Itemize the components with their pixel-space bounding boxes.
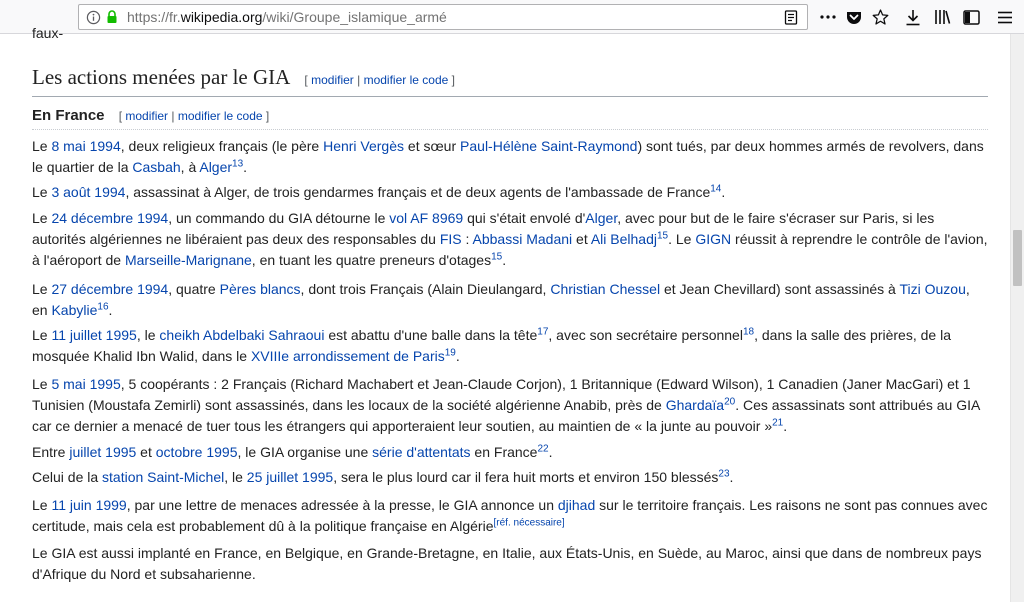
text-run: Entre: [32, 444, 70, 460]
text-run: Le: [32, 497, 52, 513]
edit-source-link[interactable]: modifier le code: [177, 109, 263, 123]
text-run: en France: [470, 444, 538, 460]
text-run: et sœur: [404, 138, 461, 154]
text-run: .: [502, 252, 507, 268]
text-run: , le: [136, 327, 160, 343]
reference-link[interactable]: [réf. nécessaire]: [493, 517, 565, 529]
paragraph: [32, 543, 988, 585]
article-link[interactable]: série d'attentats: [372, 444, 471, 460]
text-run: .: [721, 184, 726, 200]
article-link[interactable]: Ali Belhadj: [590, 231, 657, 247]
scrollbar-thumb[interactable]: [1013, 230, 1022, 286]
text-run: est abattu d'une balle dans la tête: [324, 327, 538, 343]
section-edit-links: [ modifier | modifier le code ]: [304, 73, 455, 87]
article-link[interactable]: 3 août 1994: [51, 184, 126, 200]
info-icon[interactable]: [85, 9, 101, 25]
text-run: .: [108, 302, 113, 318]
paragraph: [32, 467, 988, 488]
text-run: , 5 coopérants : 2 Français (Richard Machabert et Jean-Claude Corjon), 1 Britannique (Edward Wilson), 1 Canadien (Janer MacGari) et 1 Tunisien (Moustafa Zemirli) sont assassinés, dans les locaux de la société algérienne Anabib, près de: [32, 376, 971, 413]
text-run: , le GIA organise une: [237, 444, 373, 460]
article-link[interactable]: Abbassi Madani: [472, 231, 573, 247]
bookmark-star-icon[interactable]: [871, 8, 889, 26]
article-link[interactable]: octobre 1995: [155, 444, 238, 460]
edit-link[interactable]: modifier: [311, 73, 354, 87]
article-link[interactable]: Alger: [199, 159, 233, 175]
article-link[interactable]: 27 décembre 1994: [51, 281, 169, 297]
text-run: , un commando du GIA détourne le: [168, 210, 390, 226]
reference-link[interactable]: 14: [710, 183, 722, 195]
text-run: , en: [32, 281, 970, 318]
edit-link[interactable]: modifier: [125, 109, 169, 123]
article-link[interactable]: XVIIIe arrondissement de Paris: [250, 348, 445, 364]
article-link[interactable]: station Saint-Michel: [102, 469, 225, 485]
article-link[interactable]: Paul-Hélène Saint-Raymond: [460, 138, 638, 154]
subsection-edit-links: [ modifier | modifier le code ]: [118, 109, 270, 123]
scrollbar[interactable]: [1010, 34, 1024, 602]
subsection-heading: [32, 106, 988, 130]
text-run: .: [243, 159, 248, 175]
article-link[interactable]: vol AF 8969: [389, 210, 464, 226]
article-link[interactable]: Alger: [585, 210, 618, 226]
text-run: ) sont tués, par deux hommes armés de revolvers, dans le quartier de la: [32, 138, 984, 175]
text-run: , assassinat à Alger, de trois gendarmes français et de deux agents de l'ambassade de France: [125, 184, 711, 200]
text-run: réussit à reprendre le contrôle de l'avion, à l'aéroport de: [32, 231, 988, 268]
reference-link[interactable]: 23: [718, 468, 730, 480]
text-run: , avec son secrétaire personnel: [548, 327, 743, 343]
text-run: , quatre: [168, 281, 220, 297]
text-run: Le: [32, 281, 52, 297]
article-link[interactable]: juillet 1995: [69, 444, 137, 460]
text-run: qui s'était envolé d': [463, 210, 586, 226]
reference-link[interactable]: 13: [232, 158, 244, 170]
paragraph: [32, 182, 988, 203]
text-run: . Le: [668, 231, 696, 247]
url-text[interactable]: https://fr.wikipedia.org/wiki/Groupe_islamique_armé: [127, 9, 447, 25]
article-link[interactable]: Casbah: [132, 159, 181, 175]
reader-view-icon[interactable]: [783, 9, 799, 25]
reference-link[interactable]: 20: [724, 396, 736, 408]
edit-source-link[interactable]: modifier le code: [363, 73, 449, 87]
text-run: et: [136, 444, 156, 460]
article-link[interactable]: Christian Chessel: [550, 281, 661, 297]
article-link[interactable]: FIS: [439, 231, 462, 247]
article-link[interactable]: Kabylie: [51, 302, 98, 318]
reference-link[interactable]: 22: [537, 443, 549, 455]
text-run: . Ces assassinats sont attribués au GIA car ce dernier a menacé de tuer tous les étrangers qui apporteraient leur soutien, au maintien de « la junte au pouvoir »: [32, 397, 980, 434]
article-link[interactable]: Marseille-Marignane: [124, 252, 252, 268]
text-run: :: [461, 231, 473, 247]
section-title: Les actions menées par le GIA: [32, 65, 290, 89]
browser-toolbar: [0, 0, 1024, 34]
paragraph: [32, 442, 988, 463]
article-link[interactable]: GIGN: [695, 231, 732, 247]
text-run: Le GIA est aussi implanté en France, en Belgique, en Grande-Bretagne, en Italie, aux États-Unis, en Suède, au Maroc, ainsi que dans de nombreux pays d'Afrique du Nord et subsaharienne.: [32, 545, 982, 582]
text-run: Le: [32, 327, 52, 343]
url-bar[interactable]: [78, 4, 808, 30]
text-run: sur le territoire français. Les raisons ne sont pas connues avec certitude, mais cela est probablement dû à la politique française en Algérie: [32, 497, 988, 534]
text-run: , dont trois Français (Alain Dieulangard,: [300, 281, 551, 297]
text-run: Le: [32, 210, 52, 226]
article-link[interactable]: Henri Vergès: [323, 138, 405, 154]
text-run: , sera le plus lourd car il fera huit morts et environ 150 blessés: [333, 469, 719, 485]
article-link[interactable]: cheikh Abdelbaki Sahraoui: [159, 327, 325, 343]
cut-off-text: faux-: [32, 25, 64, 41]
article-link[interactable]: Pères blancs: [219, 281, 301, 297]
reference-link[interactable]: 21: [772, 417, 784, 429]
reference-link[interactable]: 19: [444, 347, 456, 359]
reference-link[interactable]: 17: [537, 326, 549, 338]
article-link[interactable]: 25 juillet 1995: [246, 469, 334, 485]
paragraph: [32, 208, 988, 271]
article-link[interactable]: 11 juin 1999: [51, 497, 127, 513]
text-run: , deux religieux français (le père: [120, 138, 324, 154]
article-link[interactable]: 11 juillet 1995: [51, 327, 137, 343]
text-run: et: [572, 231, 591, 247]
reference-link[interactable]: 18: [742, 326, 755, 338]
library-icon[interactable]: [933, 8, 951, 26]
reference-link[interactable]: 15: [656, 230, 669, 242]
subsection-title: En France: [32, 107, 105, 124]
text-run: Celui de la: [32, 469, 103, 485]
reference-link[interactable]: 16: [97, 301, 109, 313]
text-run: et Jean Chevillard) sont assassinés à: [660, 281, 900, 297]
article-link[interactable]: djihad: [557, 497, 596, 513]
page-actions-icon[interactable]: [819, 8, 837, 26]
text-run: .: [455, 348, 460, 364]
menu-icon[interactable]: [996, 8, 1014, 26]
paragraph: [32, 495, 988, 537]
text-run: Le: [32, 138, 52, 154]
text-run: .: [729, 469, 734, 485]
article-link[interactable]: 24 décembre 1994: [51, 210, 169, 226]
text-run: , dans la salle des prières, de la mosquée Khalid Ibn Walid, dans le: [32, 327, 951, 364]
lock-icon[interactable]: [104, 9, 120, 25]
text-run: , à: [180, 159, 200, 175]
sidebar-icon[interactable]: [962, 8, 980, 26]
paragraph: [32, 325, 988, 367]
page-content: [0, 25, 1010, 602]
text-run: .: [548, 444, 553, 460]
paragraph: [32, 136, 988, 178]
downloads-icon[interactable]: [904, 8, 922, 26]
paragraph: [32, 374, 988, 437]
text-run: , par une lettre de menaces adressée à la presse, le GIA annonce un: [126, 497, 558, 513]
text-run: , le: [224, 469, 247, 485]
text-run: , avec pour but de le faire s'écraser sur Paris, si les autorités algériennes ne libéraient pas deux des responsables du: [32, 210, 935, 247]
section-heading: [32, 64, 988, 97]
article-link[interactable]: 5 mai 1995: [51, 376, 121, 392]
text-run: Le: [32, 184, 52, 200]
text-run: Le: [32, 376, 52, 392]
article-link[interactable]: Tizi Ouzou: [899, 281, 966, 297]
article-link[interactable]: Ghardaïa: [665, 397, 725, 413]
pocket-icon[interactable]: [845, 8, 863, 26]
article-link[interactable]: 8 mai 1994: [51, 138, 121, 154]
paragraph: [32, 279, 988, 321]
text-run: .: [783, 418, 788, 434]
reference-link[interactable]: 15: [491, 251, 503, 263]
text-run: , en tuant les quatre preneurs d'otages: [251, 252, 492, 268]
